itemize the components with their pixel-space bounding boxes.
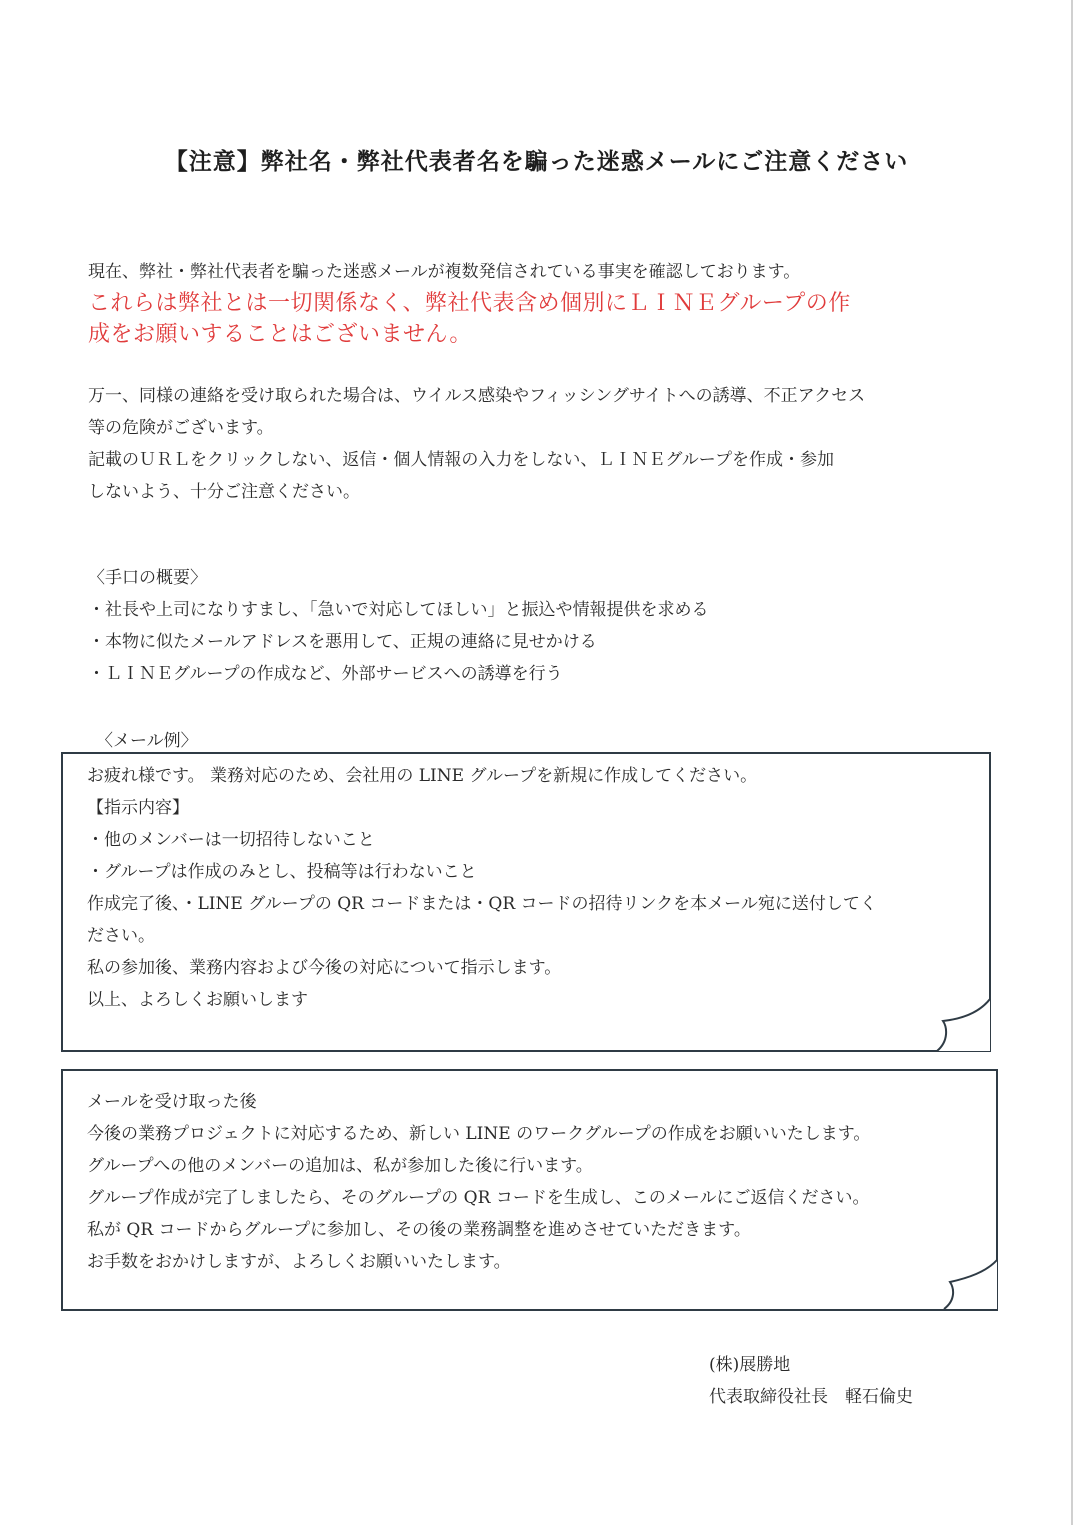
email-example-2-line: 今後の業務プロジェクトに対応するため、新しい LINE のワークグループの作成をお願いいたします。 <box>87 1124 871 1144</box>
red-notice-line: 成をお願いすることはございません。 <box>88 322 472 347</box>
email-example-2-line: グループ作成が完了しましたら、そのグループの QR コードを生成し、このメールにご返信ください。 <box>87 1188 870 1208</box>
email-example-2-body <box>87 1086 987 1278</box>
email-example-1-line: お疲れ様です。 業務対応のため、会社用の LINE グループを新規に作成してください。 <box>87 766 758 786</box>
email-example-2-line: お手数をおかけしますが、よろしくお願いいたします。 <box>87 1252 511 1272</box>
overview-heading: 〈手口の概要〉 <box>88 568 207 588</box>
email-example-1-line: 【指示内容】 <box>87 798 189 818</box>
overview-section <box>88 562 988 690</box>
email-example-box-1 <box>61 752 991 1052</box>
representative-name: 代表取締役社長 軽石倫史 <box>709 1387 913 1407</box>
overview-item: ・本物に似たメールアドレスを悪用して、正規の連絡に見せかける <box>88 632 597 652</box>
email-example-1-line: ・他のメンバーは一切招待しないこと <box>87 830 375 850</box>
warning-line: 等の危険がございます。 <box>88 418 274 438</box>
example-label-text: 〈メール例〉 <box>96 731 198 751</box>
overview-item: ・ＬＩＮＥグループの作成など、外部サービスへの誘導を行う <box>88 664 563 684</box>
email-example-2-line: メールを受け取った後 <box>87 1092 257 1112</box>
warning-paragraph <box>88 380 988 508</box>
red-notice-line: これらは弊社とは一切関係なく、弊社代表含め個別にＬＩＮＥグループの作 <box>88 291 851 316</box>
email-example-box-2 <box>61 1069 998 1311</box>
email-example-2-line: グループへの他のメンバーの追加は、私が参加した後に行います。 <box>87 1156 593 1176</box>
signature-block <box>709 1349 913 1413</box>
email-example-1-line: ださい。 <box>87 926 155 946</box>
email-example-1-line: 作成完了後、・LINE グループの QR コードまたは・QR コードの招待リンクを本メール宛に送付してく <box>87 894 877 914</box>
email-example-1-line: 私の参加後、業務内容および今後の対応について指示します。 <box>87 958 562 978</box>
warning-line: しないよう、十分ご注意ください。 <box>88 482 360 502</box>
email-example-2-line: 私が QR コードからグループに参加し、その後の業務調整を進めさせていただきます。 <box>87 1220 751 1240</box>
warning-line: 記載のＵＲＬをクリックしない、返信・個人情報の入力をしない、ＬＩＮＥグループを作成・参加 <box>88 450 834 470</box>
company-name: (株)展勝地 <box>709 1355 791 1375</box>
intro-paragraph <box>88 256 988 288</box>
overview-item: ・社長や上司になりすまし、「急いで対応してほしい」と振込や情報提供を求める <box>88 600 709 620</box>
intro-line: 現在、弊社・弊社代表者を騙った迷惑メールが複数発信されている事実を確認しております。 <box>88 262 801 282</box>
warning-line: 万一、同様の連絡を受け取られた場合は、ウイルス感染やフィッシングサイトへの誘導、不正アクセス <box>88 386 866 406</box>
email-example-1-body <box>87 760 987 1016</box>
email-example-1-line: ・グループは作成のみとし、投稿等は行わないこと <box>87 862 477 882</box>
page-title: 【注意】弊社名・弊社代表者名を騙った迷惑メールにご注意ください <box>164 149 909 175</box>
email-example-1-line: 以上、よろしくお願いします <box>87 990 308 1010</box>
red-notice <box>88 288 988 350</box>
